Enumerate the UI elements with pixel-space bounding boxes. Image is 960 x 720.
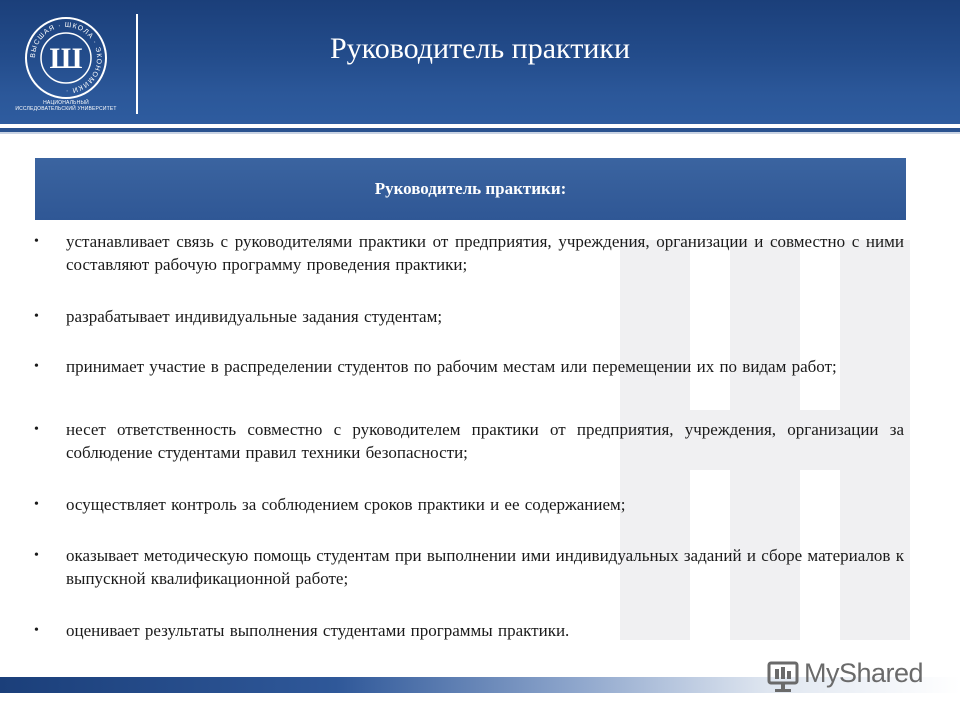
svg-text:ВЫСШАЯ · ШКОЛА · ЭКОНОМИКИ ·: ВЫСШАЯ · ШКОЛА · ЭКОНОМИКИ · [29,21,103,95]
list-item [34,305,904,328]
logo-caption: НАЦИОНАЛЬНЫЙ ИССЛЕДОВАТЕЛЬСКИЙ УНИВЕРСИТЕТ [15,100,117,112]
list-item-text: осуществляет контроль за соблюдением сроков практики и ее содержанием; [66,495,626,514]
list-item-text: оказывает методическую помощь студентам при выполнении ими индивидуальных заданий и сборе материалов к выпускной квалификационной работе; [66,546,904,588]
myshared-watermark [766,656,926,696]
bullet-icon: • [34,359,39,374]
list-item-text: несет ответственность совместно с руководителем практики от предприятия, учреждения, организации за соблюдение студентами правил техники безопасности; [66,420,904,462]
page-title: Руководитель практики [329,32,631,65]
list-item-text: разрабатывает индивидуальные задания студентам; [66,307,443,326]
list-item-text: принимает участие в распределении студентов по рабочим местам или перемещении их по видам работ; [66,357,837,376]
bullet-icon: • [34,234,39,249]
list-item [34,355,904,378]
svg-text:Ш: Ш [49,42,83,75]
list-item [34,230,904,276]
bullet-icon: • [34,422,39,437]
bullet-icon: • [34,548,39,563]
list-item [34,619,904,642]
list-item [34,544,904,590]
bullet-icon: • [34,497,39,512]
list-item [34,493,904,516]
list-item-text: оценивает результаты выполнения студентами программы практики. [66,621,570,640]
myshared-brand-text: MyShared [804,658,924,688]
section-header-label: Руководитель практики: [374,179,567,198]
bullet-icon: • [34,623,39,638]
list-item-text: устанавливает связь с руководителями практики от предприятия, учреждения, организации и совместно с ними составляют рабочую программу проведения практики; [66,232,904,274]
list-item [34,418,904,464]
bullet-icon: • [34,309,39,324]
presentation-board-icon [766,660,800,694]
